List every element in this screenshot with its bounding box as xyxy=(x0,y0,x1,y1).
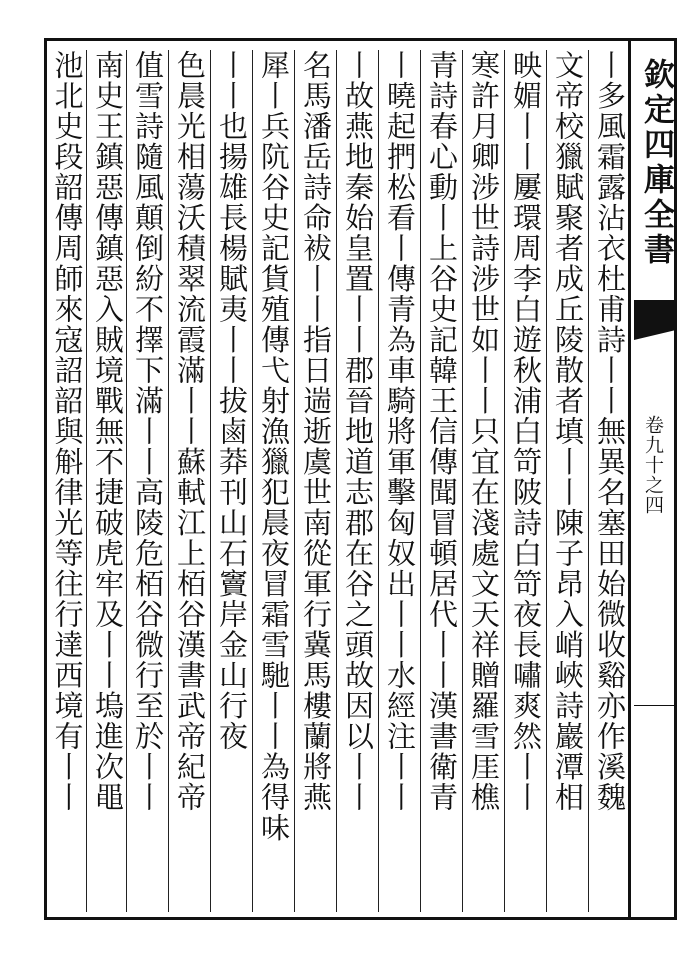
volume-number: 卷九十之四 xyxy=(642,415,664,515)
text-column: 池北史段韶傳周師來寇詔韶與斛律光等往行達西境有丨丨 xyxy=(50,50,85,813)
text-column: 丨曉起捫松看丨傳青為車騎將軍擊匈奴出丨丨水經注丨丨 xyxy=(378,50,421,912)
text-column: 南史王鎮惡傳鎮惡入賊境戰無不捷破虎牢及丨丨塢進次黽 xyxy=(86,50,129,912)
fish-tail-mark xyxy=(634,300,676,340)
text-column: 映媚丨丨屢環周李白遊秋浦白笴陂詩白笴夜長嘯爽然丨丨 xyxy=(504,50,547,912)
text-column: 犀丨兵阬谷史記貨殖傳弋射漁獵犯晨夜冒霜雪馳丨丨為得味 xyxy=(252,50,295,912)
book-title: 欽定四庫全書 xyxy=(638,58,674,268)
margin-rule xyxy=(634,705,676,706)
text-column: 值雪詩隨風顛倒紛不擇下滿丨丨高陵危栢谷微行至於丨丨 xyxy=(126,50,169,912)
text-column: 丨丨也揚雄長楊賦夷丨丨拔鹵莽刊山石竇岸金山行夜 xyxy=(210,50,253,912)
text-column: 丨多風霜露沾衣杜甫詩丨丨無異名塞田始微收谿亦作溪魏 xyxy=(588,50,631,912)
text-column: 色晨光相蕩沃積翠流霞滿丨丨蘇軾江上栢谷漢書武帝紀帝 xyxy=(168,50,211,912)
text-column: 文帝校獵賦聚者成丘陵散者填丨丨陳子昂入峭峽詩巖潭相 xyxy=(546,50,589,912)
text-column: 青詩春心動丨上谷史記韓王信傳聞冒頓居代丨丨漢書衛青 xyxy=(420,50,463,912)
text-column: 名馬潘岳詩命袚丨丨指日遄逝虞世南從軍行冀馬樓蘭將燕 xyxy=(294,50,337,912)
text-column: 丨故燕地秦始皇置丨丨郡晉地道志郡在谷之頭故因以丨丨 xyxy=(336,50,379,912)
text-column: 寒許月卿涉世詩涉世如丨丨只宜在淺處文天祥贈羅雪厓樵 xyxy=(462,50,505,912)
